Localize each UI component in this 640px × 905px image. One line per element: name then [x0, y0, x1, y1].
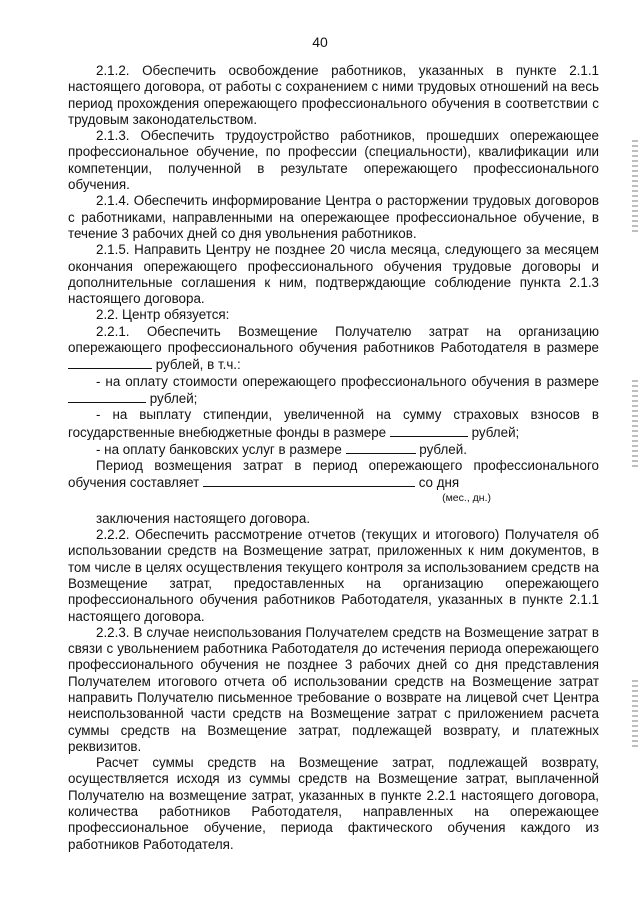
- bullet-stipend: [68, 407, 599, 441]
- paragraph-2-2-1-tail: рублей, в т.ч.:: [155, 357, 241, 373]
- document-body: [68, 63, 599, 853]
- bullet-training-cost-text: - на оплату стоимости опережающего профессионального обучения в размере: [96, 373, 599, 389]
- reimbursement-period-end: заключения настоящего договора.: [96, 510, 311, 526]
- blank-bank-amount: [346, 441, 416, 454]
- paragraph-2-2-2: 2.2.2. Обеспечить рассмотрение отчетов (текущих и итогового) Получателя об использовании средств на Возмещение затрат, приложенных к ним документов, в том числе в целях осуществления текущего контроля за использованием средств на Возмещение затрат, предоставленных на организацию опережающего профессионального обучения работников Работодателя, указанных в пункте 2.1.1 настоящего договора.: [68, 527, 599, 624]
- bullet-stipend-text: - на выплату стипендии, увеличенной на сумму страховых взносов в государственные внебюджетные фонды в размере: [68, 407, 599, 440]
- blank-stipend-amount: [390, 424, 468, 437]
- reimbursement-period: [68, 458, 599, 492]
- paragraph-calculation: Расчет суммы средств на Возмещение затрат, подлежащей возврату, осуществляется исходя из суммы средств на Возмещение затрат, выплаченной Получателю на возмещение затрат, указанных в пункте 2.2.1 настоящего договора, количества работников Работодателя, направленных на опережающее профессиональное обучение, периода фактического обучения каждого из работников Работодателя.: [68, 755, 599, 852]
- scan-edge-mark: [632, 140, 638, 235]
- bullet-training-cost-tail: рублей;: [149, 390, 198, 406]
- blank-training-amount: [68, 390, 146, 403]
- paragraph-2-1-5: 2.1.5. Направить Центру не позднее 20 числа месяца, следующего за месяцем окончания опережающего профессионального обучения трудовые договоры и дополнительные соглашения к ним, подтверждающие соблюдение пункта 2.1.3 настоящего договора.: [68, 242, 599, 307]
- paragraph-2-2-1-text: 2.2.1. Обеспечить Возмещение Получателю затрат на организацию опережающего профессионального обучения работников Работодателя в размере: [68, 323, 599, 356]
- blank-period: [203, 474, 415, 487]
- bullet-training-cost: [68, 374, 599, 408]
- period-units-caption: (мес., дн.): [442, 491, 491, 504]
- reimbursement-period-text: Период возмещения затрат в период опережающего профессионального обучения составляет: [68, 458, 599, 491]
- bullet-bank-services: [68, 441, 599, 458]
- paragraph-2-2-1: [68, 324, 599, 374]
- bullet-bank-services-text: - на оплату банковских услуг в размере: [96, 441, 342, 457]
- blank-total-amount: [68, 356, 152, 369]
- paragraph-2-2-3: 2.2.3. В случае неиспользования Получателем средств на Возмещение затрат в связи с увольнением работника Работодателя до истечения периода опережающего профессионального обучения не позднее 3 рабочих дней со дня представления Получателем итогового отчета об использовании средств на Возмещение затрат направить Получателю письменное требование о возврате на лицевой счет Центра неиспользованной части средств на Возмещение затрат с приложением расчета суммы средств на Возмещение затрат, подлежащей возврату, и платежных реквизитов.: [68, 624, 599, 754]
- bullet-stipend-tail: рублей;: [471, 424, 520, 440]
- paragraph-2-2: 2.2. Центр обязуется:: [96, 307, 230, 323]
- page-number: 40: [312, 34, 328, 50]
- paragraph-2-1-4: 2.1.4. Обеспечить информирование Центра о расторжении трудовых договоров с работниками, направленными на опережающее профессиональное обучение, в течение 3 рабочих дней со дня увольнения работников.: [68, 193, 599, 241]
- paragraph-2-1-2: 2.1.2. Обеспечить освобождение работников, указанных в пункте 2.1.1 настоящего договора, от работы с сохранением с ними трудовых отношений на весь период прохождения опережающего профессионального обучения в соответствии с трудовым законодательством.: [68, 63, 599, 127]
- scan-edge-mark: [632, 380, 638, 470]
- bullet-bank-services-tail: рублей.: [419, 441, 467, 457]
- scan-edge-mark: [632, 680, 638, 750]
- reimbursement-period-tail: со дня: [418, 475, 460, 491]
- paragraph-2-1-3: 2.1.3. Обеспечить трудоустройство работников, прошедших опережающее профессиональное обучение, по профессии (специальности), квалификации или компетенции, полученной в результате опережающего профессионального обучения.: [68, 128, 599, 193]
